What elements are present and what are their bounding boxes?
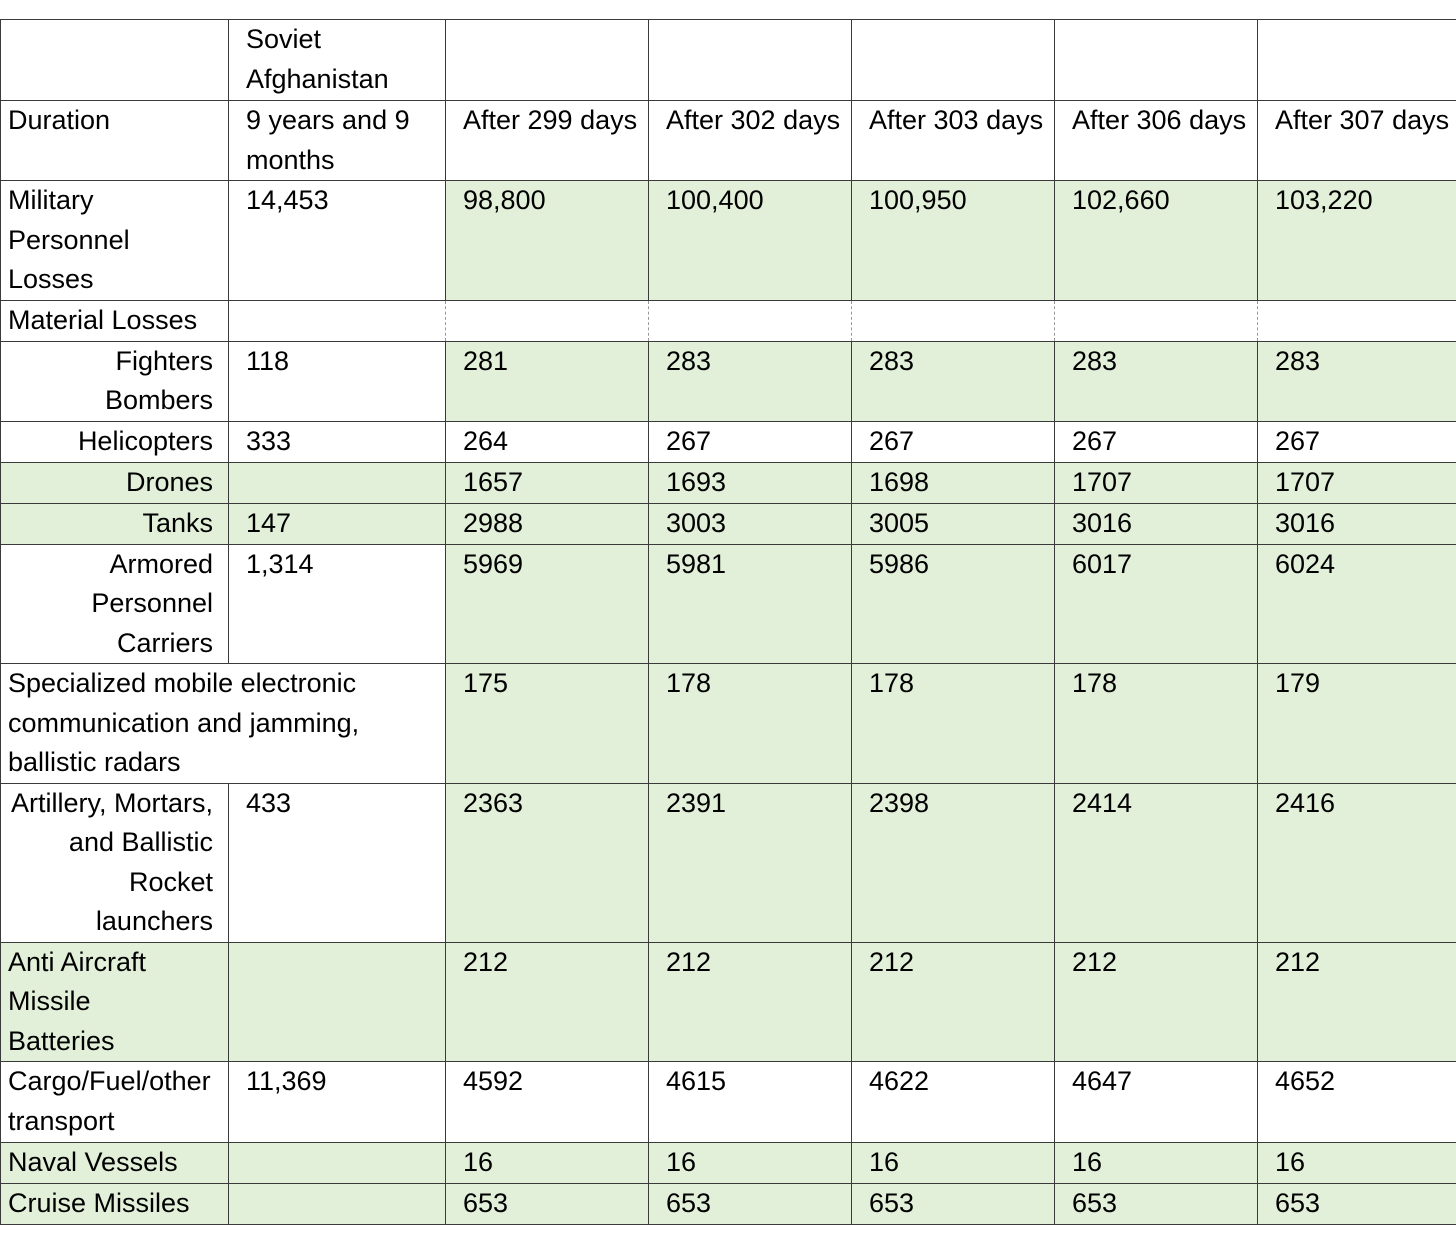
cell-value: 212 xyxy=(852,942,1055,1062)
cell-value xyxy=(446,300,649,341)
header-cell xyxy=(446,20,649,101)
cell-value: After 303 days xyxy=(852,101,1055,181)
header-cell xyxy=(649,20,852,101)
cell-value: 267 xyxy=(1055,421,1258,462)
soviet-value xyxy=(229,1184,446,1225)
cell-value: 653 xyxy=(446,1184,649,1225)
cell-value: 281 xyxy=(446,341,649,421)
cell-value: 2988 xyxy=(446,503,649,544)
cell-value: 4622 xyxy=(852,1062,1055,1143)
row-label: Armored Personnel Carriers xyxy=(1,544,229,664)
section-row xyxy=(1,300,1456,341)
cell-value: 283 xyxy=(1055,341,1258,421)
cell-value: 178 xyxy=(649,664,852,784)
row-label: Cargo/Fuel/other transport xyxy=(1,1062,229,1143)
row-label: Specialized mobile electronic communication and jamming, ballistic radars xyxy=(1,664,446,784)
row-label: Naval Vessels xyxy=(1,1143,229,1184)
cell-value: 212 xyxy=(649,942,852,1062)
cell-value: 264 xyxy=(446,421,649,462)
table-row xyxy=(1,544,1456,664)
cell-value: 98,800 xyxy=(446,181,649,301)
cell-value: 283 xyxy=(1258,341,1456,421)
row-label: Cruise Missiles xyxy=(1,1184,229,1225)
cell-value: 212 xyxy=(446,942,649,1062)
soviet-value xyxy=(229,300,446,341)
cell-value: 3016 xyxy=(1055,503,1258,544)
cell-value: 212 xyxy=(1258,942,1456,1062)
row-label: Drones xyxy=(1,462,229,503)
cell-value: 1657 xyxy=(446,462,649,503)
cell-value: 5986 xyxy=(852,544,1055,664)
cell-value xyxy=(649,300,852,341)
cell-value: 5981 xyxy=(649,544,852,664)
cell-value: 653 xyxy=(1258,1184,1456,1225)
cell-value: 100,400 xyxy=(649,181,852,301)
soviet-value: 9 years and 9 months xyxy=(229,101,446,181)
header-cell-soviet: Soviet Afghanistan xyxy=(229,20,446,101)
cell-value: 4647 xyxy=(1055,1062,1258,1143)
duration-row xyxy=(1,101,1456,181)
soviet-value: 433 xyxy=(229,783,446,942)
cell-value: 2414 xyxy=(1055,783,1258,942)
cell-value: 1707 xyxy=(1258,462,1456,503)
soviet-value xyxy=(229,1143,446,1184)
table-row xyxy=(1,1184,1456,1225)
cell-value: 2363 xyxy=(446,783,649,942)
row-label: Artillery, Mortars, and Ballistic Rocket launchers xyxy=(1,783,229,942)
header-cell xyxy=(1055,20,1258,101)
cell-value: 283 xyxy=(649,341,852,421)
soviet-value xyxy=(229,462,446,503)
cell-value: 653 xyxy=(1055,1184,1258,1225)
cell-value: 16 xyxy=(1055,1143,1258,1184)
cell-value: 267 xyxy=(649,421,852,462)
header-cell xyxy=(1,20,229,101)
cell-value: 1707 xyxy=(1055,462,1258,503)
cell-value: After 306 days xyxy=(1055,101,1258,181)
section-label: Material Losses xyxy=(1,300,229,341)
cell-value: 653 xyxy=(852,1184,1055,1225)
table-row xyxy=(1,1062,1456,1143)
cell-value: 6024 xyxy=(1258,544,1456,664)
cell-value: 653 xyxy=(649,1184,852,1225)
table-row xyxy=(1,783,1456,942)
cell-value: After 299 days xyxy=(446,101,649,181)
cell-value: 267 xyxy=(852,421,1055,462)
header-cell xyxy=(1258,20,1456,101)
cell-value: 178 xyxy=(1055,664,1258,784)
cell-value xyxy=(1055,300,1258,341)
cell-value: 4652 xyxy=(1258,1062,1456,1143)
row-label: Tanks xyxy=(1,503,229,544)
cell-value: 16 xyxy=(852,1143,1055,1184)
cell-value xyxy=(1258,300,1456,341)
cell-value: 2416 xyxy=(1258,783,1456,942)
header-cell xyxy=(852,20,1055,101)
cell-value: 178 xyxy=(852,664,1055,784)
cell-value: 3005 xyxy=(852,503,1055,544)
table-row xyxy=(1,1143,1456,1184)
row-label: Duration xyxy=(1,101,229,181)
cell-value: 103,220 xyxy=(1258,181,1456,301)
cell-value: 3016 xyxy=(1258,503,1456,544)
cell-value: 212 xyxy=(1055,942,1258,1062)
cell-value xyxy=(852,300,1055,341)
cell-value: 267 xyxy=(1258,421,1456,462)
soviet-value xyxy=(229,942,446,1062)
cell-value: 100,950 xyxy=(852,181,1055,301)
cell-value: 4615 xyxy=(649,1062,852,1143)
cell-value: 4592 xyxy=(446,1062,649,1143)
cell-value: 283 xyxy=(852,341,1055,421)
cell-value: After 302 days xyxy=(649,101,852,181)
cell-value: 175 xyxy=(446,664,649,784)
table-row xyxy=(1,462,1456,503)
row-label: Helicopters xyxy=(1,421,229,462)
cell-value: 102,660 xyxy=(1055,181,1258,301)
table-row xyxy=(1,421,1456,462)
row-label: Anti Aircraft Missile Batteries xyxy=(1,942,229,1062)
soviet-value: 118 xyxy=(229,341,446,421)
losses-table xyxy=(0,19,1456,1225)
soviet-value: 14,453 xyxy=(229,181,446,301)
cell-value: 2391 xyxy=(649,783,852,942)
cell-value: 6017 xyxy=(1055,544,1258,664)
row-label: Fighters Bombers xyxy=(1,341,229,421)
cell-value: 2398 xyxy=(852,783,1055,942)
table-row xyxy=(1,503,1456,544)
cell-value: 1693 xyxy=(649,462,852,503)
table-row xyxy=(1,664,1456,784)
cell-value: 1698 xyxy=(852,462,1055,503)
soviet-value: 333 xyxy=(229,421,446,462)
cell-value: 3003 xyxy=(649,503,852,544)
soviet-value: 147 xyxy=(229,503,446,544)
cell-value: 5969 xyxy=(446,544,649,664)
cell-value: 179 xyxy=(1258,664,1456,784)
header-row xyxy=(1,20,1456,101)
table-row xyxy=(1,942,1456,1062)
cell-value: 16 xyxy=(446,1143,649,1184)
row-label: Military Personnel Losses xyxy=(1,181,229,301)
cell-value: 16 xyxy=(649,1143,852,1184)
cell-value: After 307 days xyxy=(1258,101,1456,181)
soviet-value: 11,369 xyxy=(229,1062,446,1143)
cell-value: 16 xyxy=(1258,1143,1456,1184)
table-row xyxy=(1,341,1456,421)
table-row xyxy=(1,181,1456,301)
soviet-value: 1,314 xyxy=(229,544,446,664)
